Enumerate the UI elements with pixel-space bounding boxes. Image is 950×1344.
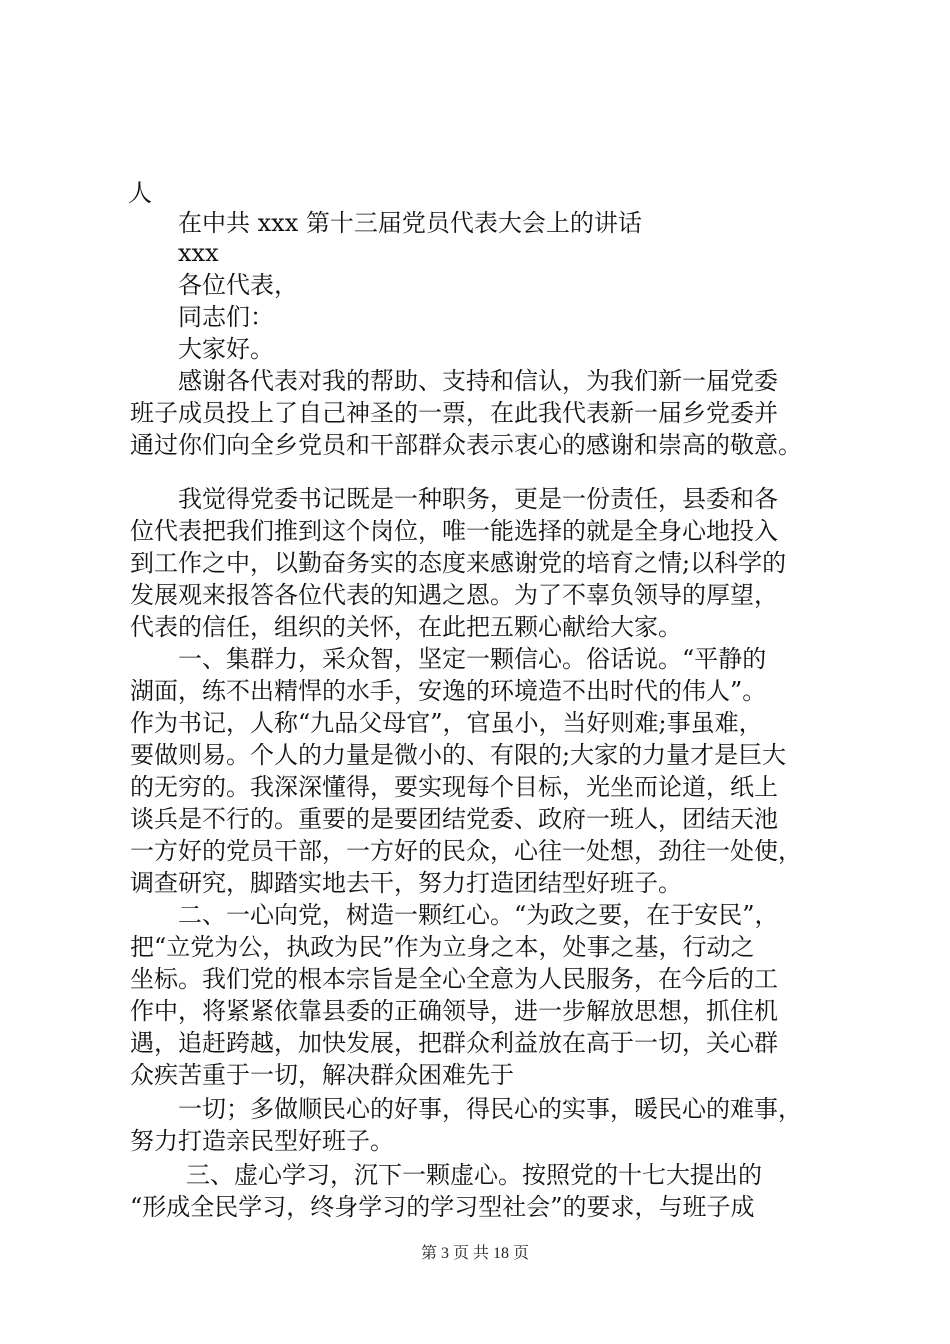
salutation: 同志们： [178, 303, 274, 331]
text-line: 二、一心向党，树造一颗红心。“为政之要，在于安民”， [178, 901, 779, 929]
text-line: 一、集群力，采众智，坚定一颗信心。俗话说。“平静的 [178, 645, 767, 673]
text-line: 我觉得党委书记既是一种职务，更是一份责任，县委和各 [178, 485, 778, 513]
text-line: 代表的信任，组织的关怀，在此把五颗心献给大家。 [130, 613, 682, 641]
text-line: 众疾苦重于一切，解决群众困难先于 [130, 1061, 514, 1089]
page-footer: 第 3 页 共 18 页 [420, 1245, 529, 1262]
text-line: 感谢各代表对我的帮助、支持和信认，为我们新一届党委 [178, 367, 778, 395]
text-line: 把“立党为公，执政为民”作为立身之本，处事之基，行动之 [130, 933, 755, 961]
speaker-name: xxx [178, 239, 219, 267]
text-line: 坐标。我们党的根本宗旨是全心全意为人民服务，在今后的工 [130, 965, 778, 993]
salutation: 各位代表， [178, 271, 298, 299]
text-line: 遇，追赶跨越，加快发展，把群众利益放在高于一切，关心群 [130, 1029, 778, 1057]
greeting: 大家好。 [178, 335, 274, 363]
speech-title: 在中共 xxx 第十三届党员代表大会上的讲话 [178, 209, 642, 237]
text-line: 班子成员投上了自己神圣的一票，在此我代表新一届乡党委并 [130, 399, 778, 427]
text-line: 人 [128, 179, 152, 207]
text-line: “形成全民学习，终身学习的学习型社会”的要求，与班子成 [130, 1193, 755, 1221]
text-line: 发展观来报答各位代表的知遇之恩。为了不辜负领导的厚望， [130, 581, 778, 609]
text-line: 通过你们向全乡党员和干部群众表示衷心的感谢和崇高的敬意。 [130, 431, 802, 459]
text-line: 一切；多做顺民心的好事，得民心的实事，暖民心的难事， [178, 1095, 802, 1123]
text-line: 位代表把我们推到这个岗位，唯一能选择的就是全身心地投入 [130, 517, 778, 545]
text-line: 三、虚心学习，沉下一颗虚心。按照党的十七大提出的 [186, 1161, 762, 1189]
text-line: 谈兵是不行的。重要的是要团结党委、政府一班人，团结天池 [130, 805, 778, 833]
text-line: 要做则易。个人的力量是微小的、有限的;大家的力量才是巨大 [130, 741, 787, 769]
text-line: 作中，将紧紧依靠县委的正确领导，进一步解放思想，抓住机 [130, 997, 778, 1025]
text-line: 湖面，练不出精悍的水手，安逸的环境造不出时代的伟人”。 [130, 677, 767, 705]
text-line: 努力打造亲民型好班子。 [130, 1127, 394, 1155]
text-line: 调查研究，脚踏实地去干，努力打造团结型好班子。 [130, 869, 682, 897]
text-line: 作为书记，人称“九品父母官”，官虽小，当好则难;事虽难， [130, 709, 763, 737]
text-line: 的无穷的。我深深懂得，要实现每个目标，光坐而论道，纸上 [130, 773, 778, 801]
text-line: 一方好的党员干部，一方好的民众，心往一处想，劲往一处使， [130, 837, 802, 865]
text-line: 到工作之中，以勤奋务实的态度来感谢党的培育之情;以科学的 [130, 549, 787, 577]
